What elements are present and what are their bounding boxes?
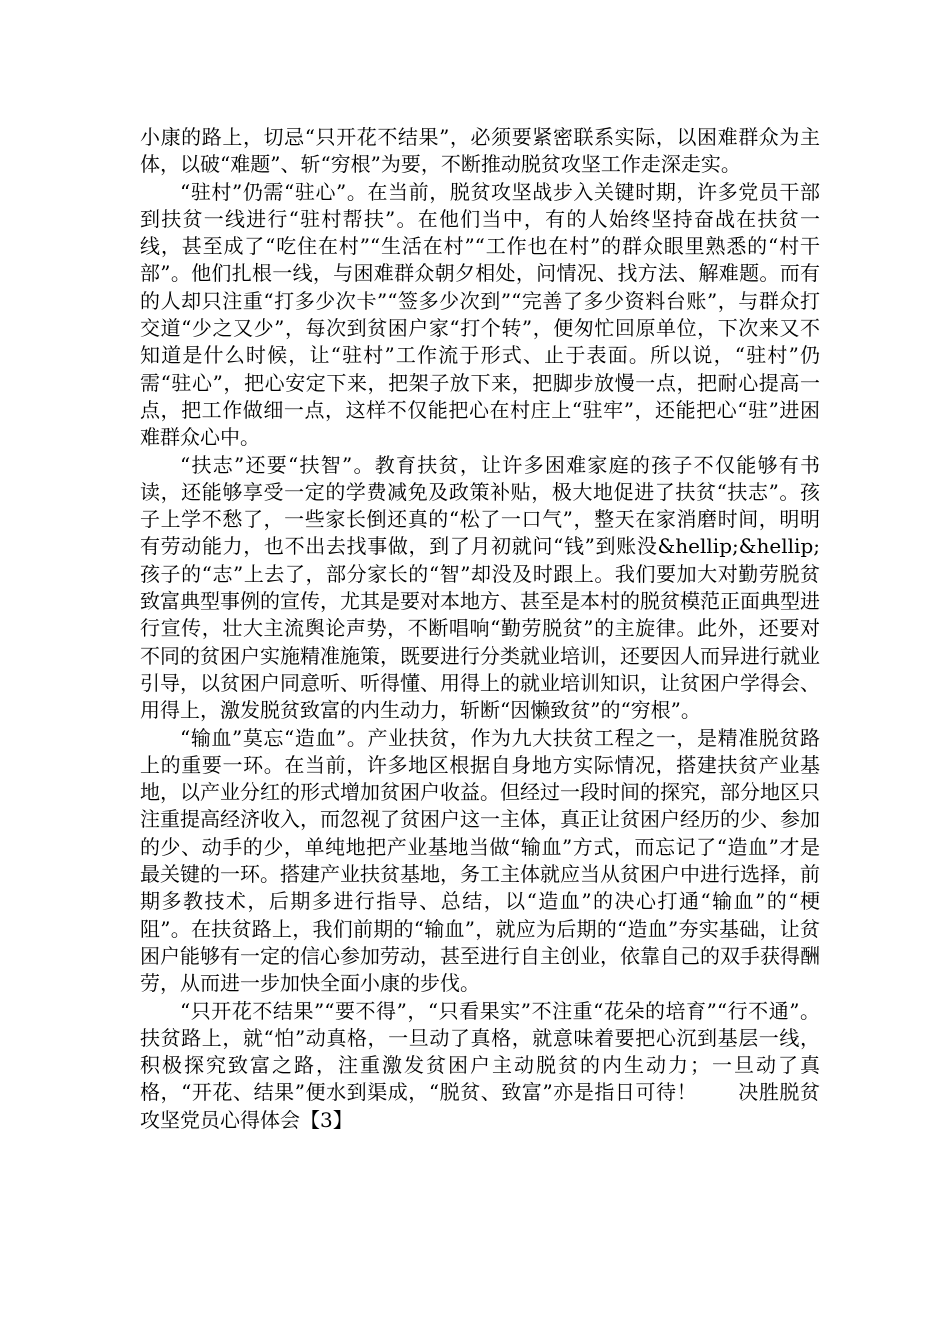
paragraph-zhucun: “驻村”仍需“驻心”。在当前，脱贫攻坚战步入关键时期，许多党员干部到扶贫一线进行“驻村帮扶”。在他们当中，有的人始终坚持奋战在扶贫一线，甚至成了“吃住在村”“生活在村”“工作也在村”的群众眼里熟悉的“村干部”。他们扎根一线，与困难群众朝夕相处，问情况、找方法、解难题。而有的人却只注重“打多少次卡”“签多少次到”“完善了多少资料台账”，与群众打交道“少之又少”，每次到贫困户家“打个转”，便匆忙回原单位，下次来又不知道是什么时候，让“驻村”工作流于形式、止于表面。所以说，“驻村”仍需“驻心”，把心安定下来，把架子放下来，把脚步放慢一点，把耐心提高一点，把工作做细一点，这样不仅能把心在村庄上“驻牢”，还能把心“驻”进困难群众心中。 [140,179,820,450]
paragraph-conclusion: “只开花不结果”“要不得”，“只看果实”不注重“花朵的培育”“行不通”。扶贫路上，就“怕”动真格，一旦动了真格，就意味着要把心沉到基层一线，积极探究致富之路，注重激发贫困户主动脱贫的内生动力；一旦动了真格，“开花、结果”便水到渠成，“脱贫、致富”亦是指日可待！ 决胜脱贫攻坚党员心得体会【3】 [140,998,820,1132]
document-body [140,124,820,1134]
paragraph-shuxue: “输血”莫忘“造血”。产业扶贫，作为九大扶贫工程之一，是精准脱贫路上的重要一环。在当前，许多地区根据自身地方实际情况，搭建扶贫产业基地，以产业分红的形式增加贫困户收益。但经过一段时间的探究，部分地区只注重提高经济收入，而忽视了贫困户这一主体，真正让贫困户经历的少、参加的少、动手的少，单纯地把产业基地当做“输血”方式，而忘记了“造血”才是最关键的一环。搭建产业扶贫基地，务工主体就应当从贫困户中进行选择，前期多教技术，后期多进行指导、总结，以“造血”的决心打通“输血”的“梗阻”。在扶贫路上，我们前期的“输血”，就应为后期的“造血”夯实基础，让贫困户能够有一定的信心参加劳动，甚至进行自主创业，依靠自己的双手获得酬劳，从而进一步加快全面小康的步伐。 [140,725,820,996]
paragraph-fuzhi: “扶志”还要“扶智”。教育扶贫，让许多困难家庭的孩子不仅能够有书读，还能够享受一定的学费减免及政策补贴，极大地促进了扶贫“扶志”。孩子上学不愁了，一些家长倒还真的“松了一口气”，整天在家消磨时间，明明有劳动能力，也不出去找事做，到了月初就问“钱”到账没&hellip;&hellip;孩子的“志”上去了，部分家长的“智”却没及时跟上。我们要加大对勤劳脱贫致富典型事例的宣传，尤其是要对本地方、甚至是本村的脱贫模范正面典型进行宣传，壮大主流舆论声势，不断唱响“勤劳脱贫”的主旋律。此外，还要对不同的贫困户实施精准施策，既要进行分类就业培训，还要因人而异进行就业引导，以贫困户同意听、听得懂、用得上的就业培训知识，让贫困户学得会、用得上，激发脱贫致富的内生动力，斩断“因懒致贫”的“穷根”。 [140,452,820,723]
paragraph-continuation: 小康的路上，切忌“只开花不结果”，必须要紧密联系实际，以困难群众为主体，以破“难题”、斩“穷根”为要，不断推动脱贫攻坚工作走深走实。 [140,125,820,177]
